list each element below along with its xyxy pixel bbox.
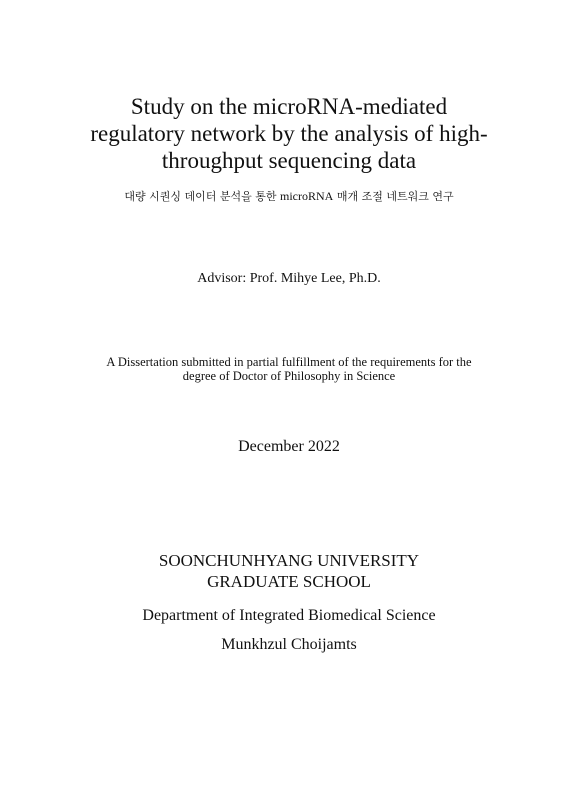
university-line-1: SOONCHUNHYANG UNIVERSITY bbox=[158, 551, 420, 570]
title-line-1: Study on the microRNA-mediated bbox=[130, 94, 448, 119]
title-line-3: throughput sequencing data bbox=[161, 148, 417, 173]
korean-title-part-2: 매개 조절 네트워크 연구 bbox=[333, 190, 454, 203]
dissertation-title bbox=[0, 93, 578, 174]
korean-title-latin: microRNA bbox=[280, 189, 334, 203]
university-line-2: GRADUATE SCHOOL bbox=[207, 572, 371, 591]
advisor-line: Advisor: Prof. Mihye Lee, Ph.D. bbox=[197, 271, 381, 286]
university-name bbox=[0, 550, 578, 592]
korean-title-part-1: 대량 시퀀싱 데이터 분석을 통한 bbox=[124, 190, 281, 203]
title-line-2: regulatory network by the analysis of high- bbox=[90, 121, 488, 146]
dissertation-statement bbox=[0, 355, 578, 383]
dissertation-line-2: degree of Doctor of Philosophy in Science bbox=[182, 369, 396, 383]
korean-title bbox=[0, 188, 578, 205]
department-name: Department of Integrated Biomedical Science bbox=[142, 607, 436, 624]
dissertation-line-1: A Dissertation submitted in partial fulfillment of the requirements for the bbox=[106, 355, 472, 369]
author-name: Munkhzul Choijamts bbox=[221, 636, 357, 653]
submission-date: December 2022 bbox=[238, 438, 340, 455]
